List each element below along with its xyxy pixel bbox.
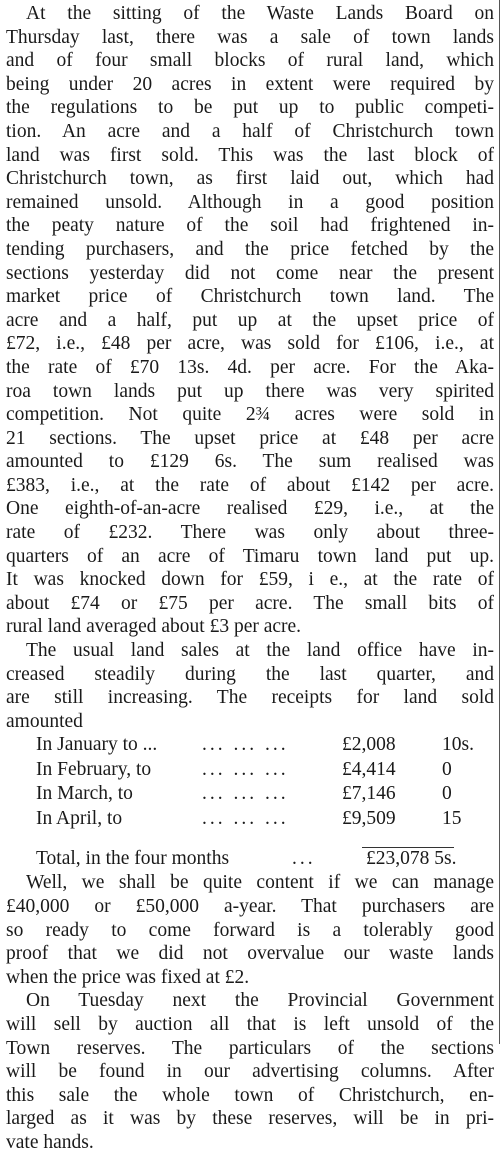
text-line: proof that we did not overvalue our waste lands	[6, 943, 494, 965]
text-line: acre and a half, put up at the upset price of	[6, 309, 494, 331]
text-line: amounted	[6, 710, 83, 732]
text-line: this sale the whole town of Christchurch, en-	[6, 1084, 494, 1106]
text-line: will sell by auction all that is left unsold of the	[6, 1013, 494, 1035]
text-line: It was knocked down for £59, i e., at the rate of	[6, 569, 494, 591]
receipt-label: In April, to	[36, 807, 123, 829]
receipt-amount: £2,008	[342, 734, 396, 756]
text-line: At the sitting of the Waste Lands Board on	[26, 3, 494, 24]
text-line: will be found in our advertising columns. After	[6, 1061, 494, 1083]
text-line: amounted to £129 6s. The sum realised was	[6, 451, 494, 473]
text-line: 21 sections. The upset price at £48 per acre	[6, 427, 494, 449]
text-line: £383, i.e., at the rate of about £142 per acre.	[6, 474, 494, 496]
receipt-amount: £7,146	[342, 783, 396, 805]
receipt-label: In February, to	[36, 758, 152, 780]
receipt-dots: ... ... ...	[202, 807, 289, 829]
receipt-shillings: 10s.	[442, 734, 474, 756]
receipt-dots: ... ... ...	[202, 758, 289, 780]
text-line: so ready to come forward is a tolerably good	[6, 919, 494, 941]
text-line: quarters of an acre of Timaru town land put up.	[6, 545, 494, 567]
receipt-amount: £4,414	[342, 758, 396, 780]
receipt-shillings: 0	[442, 783, 452, 805]
paragraph-waste-lands-sale	[6, 2, 494, 639]
text-line: the rate of £70 13s. 4d. per acre. For the Aka-	[6, 356, 494, 378]
text-line: Thursday last, there was a sale of town lands	[6, 26, 494, 48]
text-line: On Tuesday next the Provincial Government	[26, 990, 494, 1012]
receipt-label: In January to ...	[36, 734, 158, 756]
receipt-row	[6, 733, 494, 757]
receipt-dots: ... ... ...	[202, 783, 289, 805]
paragraph-town-reserves	[6, 989, 494, 1154]
text-line: rural land averaged about £3 per acre.	[6, 616, 302, 638]
text-line: One eighth-of-an-acre realised £29, i.e., at the	[6, 498, 494, 520]
receipts-total-row	[6, 847, 494, 871]
receipts-table	[6, 733, 494, 831]
text-line: remained unsold. Although in a good position	[6, 191, 494, 213]
text-line: rate of £232. There was only about three-	[6, 522, 494, 544]
text-line: larged as it was by these reserves, will be in pri-	[6, 1108, 494, 1130]
text-line: tion. An acre and a half of Christchurch town	[6, 120, 494, 142]
text-line: and of four small blocks of rural land, which	[6, 50, 494, 72]
receipt-shillings: 0	[442, 758, 452, 780]
text-line: the peaty nature of the soil had frightened in-	[6, 215, 494, 237]
text-line: sections yesterday did not come near the present	[6, 262, 494, 284]
receipt-shillings: 15	[442, 807, 462, 829]
text-line: market price of Christchurch town land. The	[6, 286, 494, 308]
text-line: when the price was fixed at £2.	[6, 966, 250, 988]
table-spacer	[6, 831, 494, 847]
text-line: Well, we shall be quite content if we can manage	[26, 872, 494, 894]
text-line: vate hands.	[6, 1131, 94, 1153]
total-dots: ...	[292, 847, 316, 869]
total-amount: £23,078 5s.	[366, 847, 457, 869]
text-line: £40,000 or £50,000 a-year. That purchasers are	[6, 895, 494, 917]
text-line: about £74 or £75 per acre. The small bits of	[6, 592, 494, 614]
text-line: the regulations to be put up to public competi-	[6, 97, 494, 119]
paragraph-expectation	[6, 871, 494, 989]
receipt-row	[6, 807, 494, 831]
receipt-row	[6, 782, 494, 806]
receipt-dots: ... ... ...	[202, 734, 289, 756]
text-line: tending purchasers, and the price fetched by the	[6, 238, 494, 260]
text-line: are still increasing. The receipts for land sold	[6, 687, 494, 709]
text-line: roa town lands put up there was very spirited	[6, 380, 494, 402]
text-line: land was first sold. This was the last block of	[6, 144, 494, 166]
receipt-amount: £9,509	[342, 807, 396, 829]
receipt-row	[6, 758, 494, 782]
text-line: Christchurch town, as first laid out, which had	[6, 168, 494, 190]
text-line: creased steadily during the last quarter, and	[6, 663, 494, 685]
total-label: Total, in the four months	[36, 847, 230, 869]
text-line: The usual land sales at the land office have in-	[26, 640, 494, 662]
text-line: being under 20 acres in extent were required by	[6, 73, 494, 95]
text-line: £72, i.e., £48 per acre, was sold for £106, i.e., at	[6, 333, 494, 355]
text-line: Town reserves. The particulars of the sections	[6, 1037, 494, 1059]
text-line: competition. Not quite 2¾ acres were sold in	[6, 404, 494, 426]
paragraph-land-office-sales	[6, 639, 494, 733]
column-rule	[499, 0, 500, 1044]
receipt-label: In March, to	[36, 783, 133, 805]
